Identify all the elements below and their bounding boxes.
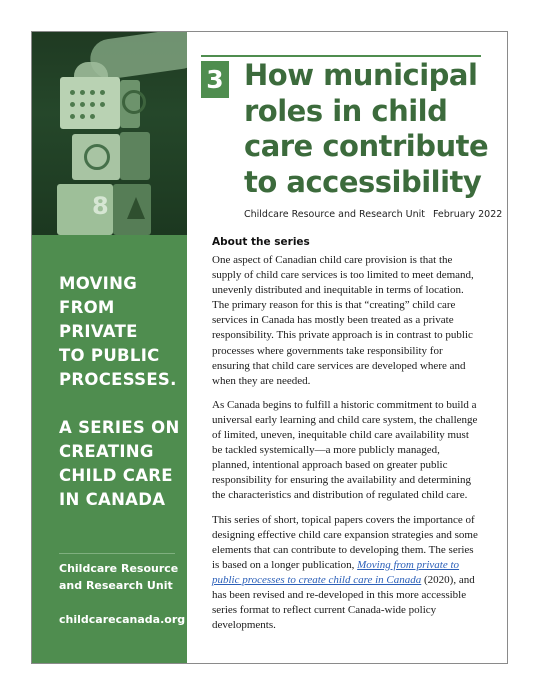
organization-name — [59, 560, 178, 594]
series-subtitle-line: A SERIES ON — [59, 418, 180, 437]
paragraph-text: (2020), and has been revised and re-developed in this more accessible series format to reflect current Canada-wide policy developments. — [212, 573, 475, 632]
paragraph — [212, 513, 480, 634]
series-title — [59, 272, 184, 512]
series-subtitle-line: CHILD CARE — [59, 466, 173, 485]
org-line: Childcare Resource — [59, 562, 179, 575]
paragraph: One aspect of Canadian child care provision is that the supply of child care services is too limited to meet demand, unevenly distributed and inequitable in terms of location. The primary reason for this is that “creating” child care services in Canada has mostly been treated as a private responsibility. This private approach is in contrast to public processes where governments take responsibility for ensuring that child care services are developed where and when they are needed. — [212, 254, 474, 387]
series-title-line: FROM PRIVATE — [59, 298, 138, 341]
publication-link[interactable]: Moving from private to public processes to create child care in Canada — [212, 558, 460, 586]
sidebar — [32, 32, 187, 663]
series-title-line: MOVING — [59, 274, 138, 293]
paragraph: As Canada begins to fulfill a historic commitment to build a universal early learning and child care system, the challenge of limited, uneven, inequitable child care availability must be tackled systemically—a more publicly managed, planned, intentional approach based on greater public responsibility for ensuring the availability and determining the characteristics and distribution of regulated child care. — [212, 398, 478, 502]
main-content — [187, 32, 507, 663]
publication-date: February 2022 — [432, 209, 503, 220]
paragraph-text: This series of short, topical papers covers the importance of designing effective child care expansion strategies and some elements that can contribute to developing them. The series is based on a longer publication, — [212, 513, 478, 571]
header-rule — [201, 55, 481, 57]
byline — [244, 209, 502, 220]
page-title: How municipal roles in child care contribute to accessibility — [244, 58, 489, 199]
org-line: and Research Unit — [59, 579, 173, 592]
document-page — [31, 31, 508, 664]
website-link[interactable]: childcarecanada.org — [59, 613, 186, 626]
article-body — [212, 253, 480, 642]
sidebar-divider — [59, 553, 175, 554]
series-subtitle-line: IN CANADA — [59, 490, 166, 509]
cover-photo: 8 — [32, 32, 187, 235]
paper-number-badge: 3 — [201, 61, 229, 98]
section-heading: About the series — [212, 236, 310, 248]
series-subtitle-line: CREATING — [59, 442, 154, 461]
series-title-line: TO PUBLIC — [59, 346, 160, 365]
series-title-line: PROCESSES. — [59, 370, 177, 389]
author: Childcare Resource and Research Unit — [244, 209, 425, 220]
